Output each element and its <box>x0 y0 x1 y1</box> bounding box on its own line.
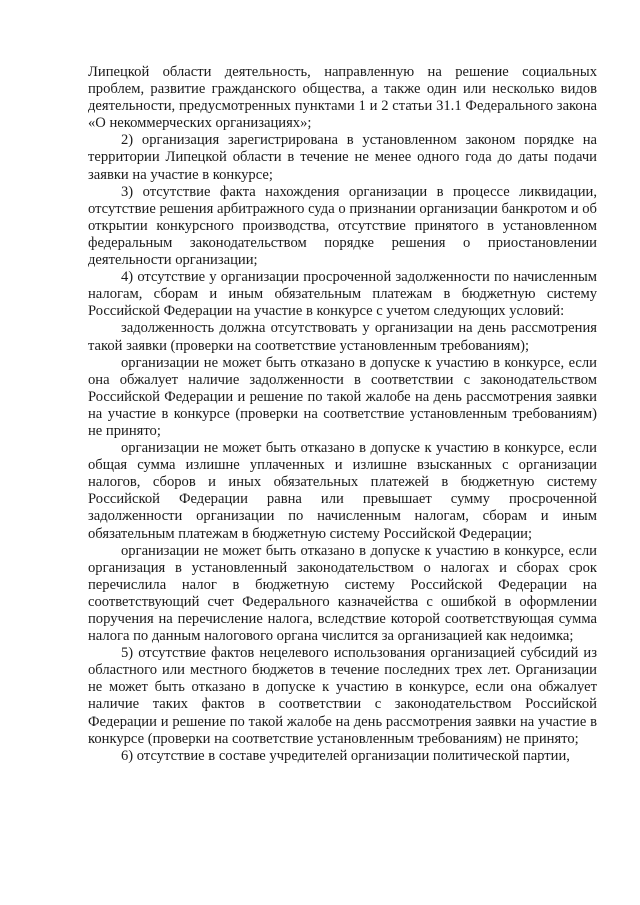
paragraph-activity-continuation: Липецкой области деятельность, направленную на решение социальных проблем, развитие гражданского общества, а также один или несколько видов деятельности, предусмотренных пунктами 1 и 2 статьи 31.1 Федерального закона «О некоммерческих организациях»; <box>88 64 597 132</box>
paragraph-item-5-subsidy-misuse: 5) отсутствие фактов нецелевого использования организацией субсидий из областного или местного бюджетов в течение последних трех лет. Организации не может быть отказано в допуске к участию в конкурсе, если она обжалует наличие таких фактов в соответствии с законодательством Российской Федерации и решение по такой жалобе на день рассмотрения заявки на участие в конкурсе (проверки на соответствие установленным требованиям) не принято; <box>88 645 597 747</box>
document-page <box>88 64 597 765</box>
paragraph-overpayment-condition: организации не может быть отказано в допуске к участию в конкурсе, если общая сумма излишне уплаченных и излишне взысканных с организации налогов, сборов и иных обязательных платежей в бюджетную систему Российской Федерации равна или превышает сумму просроченной задолженности организации по начисленным налогам, сборам и иным обязательным платежам в бюджетную систему Российской Федерации; <box>88 440 597 542</box>
paragraph-item-2-registration: 2) организация зарегистрирована в установленном законом порядке на территории Липецкой области в течение не менее одного года до даты подачи заявки на участие в конкурсе; <box>88 132 597 183</box>
paragraph-debt-condition: задолженность должна отсутствовать у организации на день рассмотрения такой заявки (проверки на соответствие установленным требованиям); <box>88 320 597 354</box>
paragraph-payment-error-condition: организации не может быть отказано в допуске к участию в конкурсе, если организация в установленный законодательством о налогах и сборах срок перечислила налог в бюджетную систему Российской Федерации на соответствующий счет Федерального казначейства с ошибкой в оформлении поручения на перечисление налога, вследствие которой соответствующая сумма налога по данным налогового органа числится за организацией как недоимка; <box>88 542 597 645</box>
paragraph-item-3-no-liquidation: 3) отсутствие факта нахождения организации в процессе ликвидации, отсутствие решения арбитражного суда о признании организации банкротом и об открытии конкурсного производства, отсутствие принятого в установленном федеральным законодательством порядке решения о приостановлении деятельности организации; <box>88 183 597 269</box>
paragraph-appeal-condition: организации не может быть отказано в допуске к участию в конкурсе, если она обжалует наличие задолженности в соответствии с законодательством Российской Федерации и решение по такой жалобе на день рассмотрения заявки на участие в конкурсе (проверки на соответствие установленным требованиям) не принято; <box>88 354 597 439</box>
paragraph-item-6-political-party: 6) отсутствие в составе учредителей организации политической партии, <box>121 747 570 764</box>
paragraph-item-4-no-tax-debt: 4) отсутствие у организации просроченной задолженности по начисленным налогам, сборам и иным обязательным платежам в бюджетную систему Российской Федерации на участие в конкурсе с учетом следующих условий: <box>88 269 597 320</box>
